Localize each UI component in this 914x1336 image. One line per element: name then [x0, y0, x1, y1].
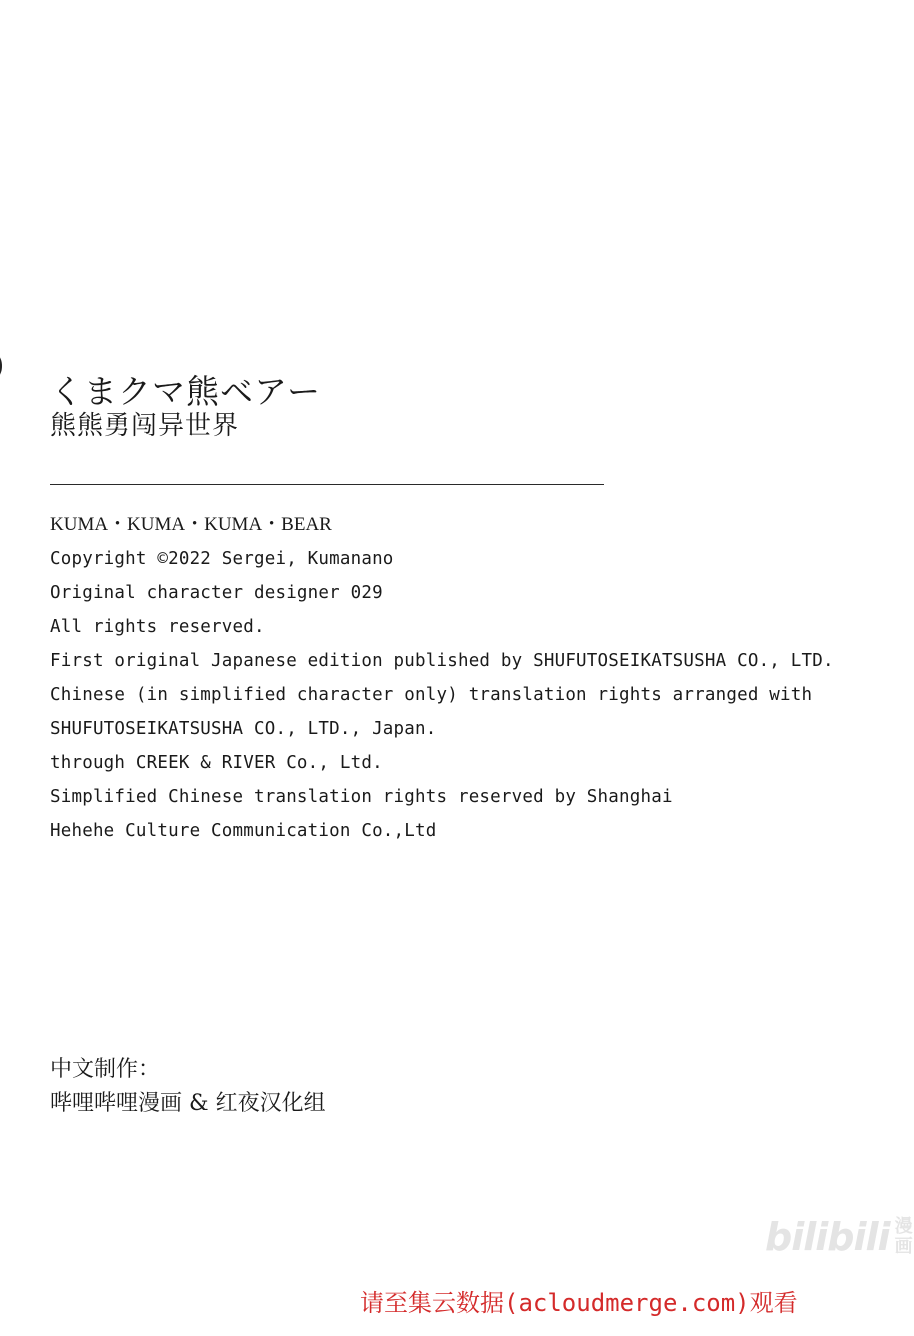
copyright-credits [50, 508, 834, 848]
credit-line: KUMA・KUMA・KUMA・BEAR [50, 514, 332, 535]
credit-line: First original Japanese edition published by SHUFUTOSEIKATSUSHA CO., LTD. [50, 651, 834, 671]
title-divider [50, 484, 604, 485]
source-notice: 请至集云数据(acloudmerge.com)观看 [360, 1289, 798, 1317]
bilibili-logo-icon [765, 1215, 914, 1259]
title-japanese: くまクマ熊ベアー [50, 372, 322, 411]
credit-line: Chinese (in simplified character only) translation rights arranged with [50, 685, 813, 705]
credit-line: Original character designer 029 [50, 583, 383, 603]
watermark-chars [894, 1217, 914, 1257]
page-edge-mark [0, 356, 2, 376]
production-label: 中文制作： [50, 1057, 161, 1082]
title-chinese: 熊熊勇闯异世界 [50, 411, 240, 441]
credit-line: Copyright ©2022 Sergei, Kumanano [50, 549, 394, 569]
watermark-char: 画 [894, 1236, 913, 1257]
credit-line: Simplified Chinese translation rights reserved by Shanghai [50, 787, 673, 807]
credit-line: SHUFUTOSEIKATSUSHA CO., LTD., Japan. [50, 719, 437, 739]
production-groups: 哔哩哔哩漫画 & 红夜汉化组 [50, 1091, 326, 1116]
credit-line: Hehehe Culture Communication Co.,Ltd [50, 821, 437, 841]
credit-line: through CREEK & RIVER Co., Ltd. [50, 753, 383, 773]
watermark-char: 漫 [894, 1216, 913, 1237]
credit-line: All rights reserved. [50, 617, 265, 637]
watermark-text: bilibili [765, 1215, 890, 1259]
